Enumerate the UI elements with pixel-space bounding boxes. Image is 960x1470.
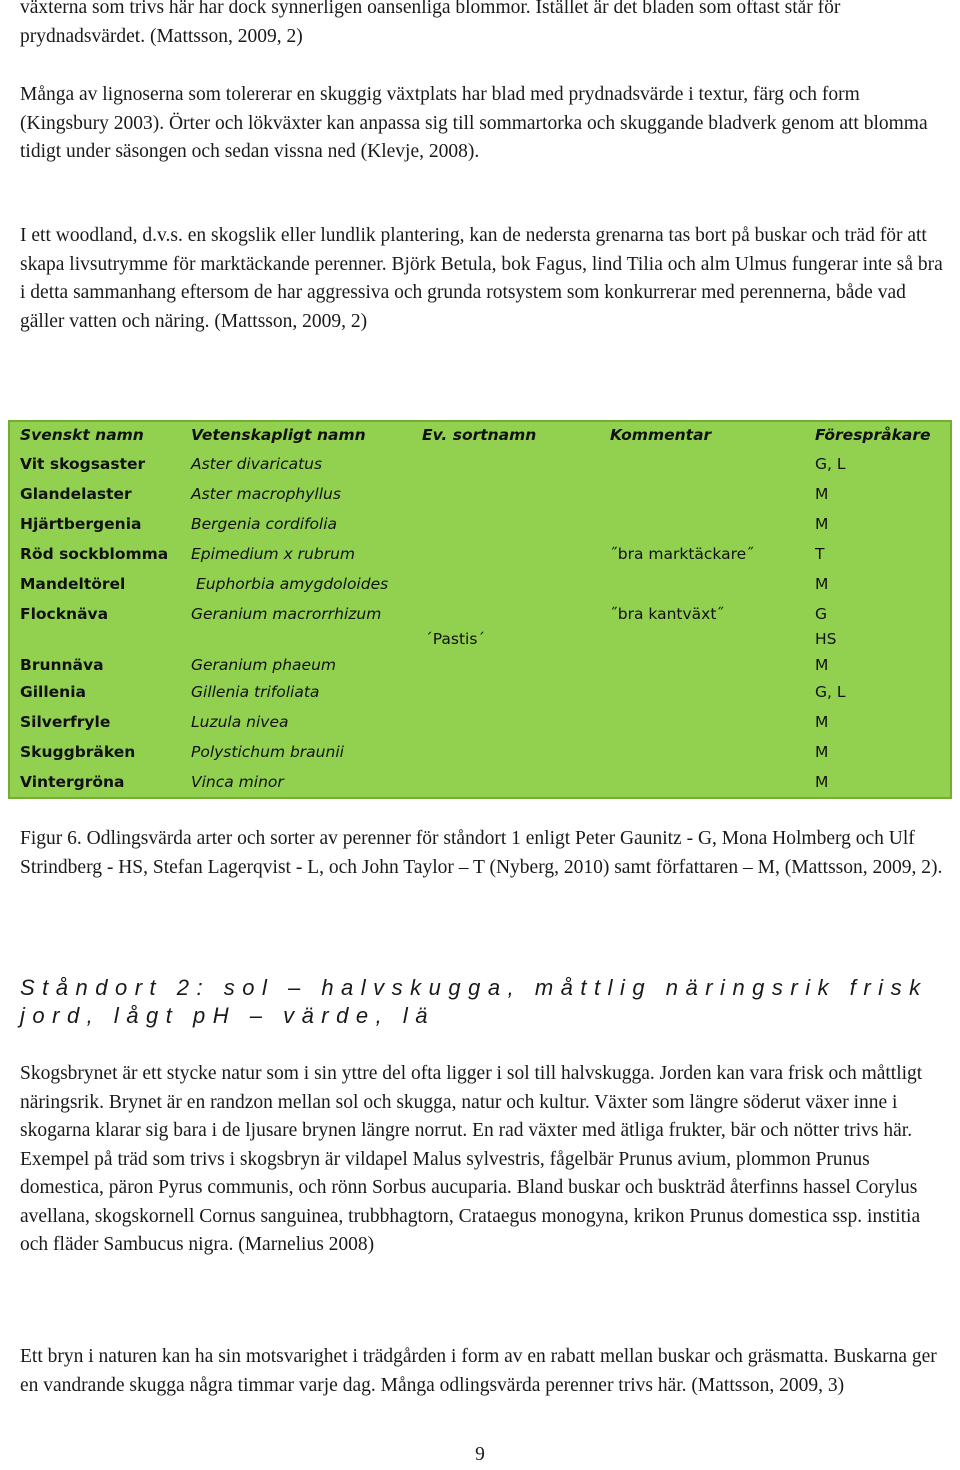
scientific-name: Gillenia trifoliata <box>191 683 320 701</box>
swedish-name: Skuggbräken <box>20 743 136 761</box>
swedish-name: Vit skogsaster <box>20 455 146 473</box>
cultivar: ´Pastis´ <box>425 630 486 648</box>
table-row <box>10 605 950 651</box>
swedish-name: Röd sockblomma <box>20 545 169 563</box>
swedish-name: Mandeltörel <box>20 575 126 593</box>
swedish-name: Gillenia <box>20 683 86 701</box>
paragraph-garden-edge: Ett bryn i naturen kan ha sin motsvarighet i trädgården i form av en rabatt mellan buskar och gräsmatta. Buskarna ger en vandrande skugga några timmar varje dag. Många odlingsvärda perenner trivs här. (Mattsson, 2009, 3) <box>20 1346 937 1396</box>
header-comment: Kommentar <box>610 426 712 444</box>
advocate: M <box>815 575 829 593</box>
advocate: M <box>815 656 829 674</box>
scientific-name: Bergenia cordifolia <box>191 515 338 533</box>
scientific-name: Geranium macrorrhizum <box>191 605 382 623</box>
scientific-name: Luzula nivea <box>191 713 289 731</box>
section-heading: Ståndort 2: sol – halvskugga, måttlig näringsrik frisk jord, lågt pH – värde, lä <box>20 975 928 1028</box>
advocate: M <box>815 743 829 761</box>
paragraph-lignoses: Många av lignoserna som tolererar en skuggig växtplats har blad med prydnadsvärde i textur, färg och form (Kingsbury 2003). Örter och lökväxter kan anpassa sig till sommartorka och skuggande bladverk genom att blomma tidigt under säsongen och sedan vissna ned (Klevje, 2008). <box>20 84 928 162</box>
advocate-line-2: HS <box>815 630 837 648</box>
figure-caption: Figur 6. Odlingsvärda arter och sorter av perenner för ståndort 1 enligt Peter Gaunitz - G, Mona Holmberg och Ulf Strindberg - HS, Stefan Lagerqvist - L, och John Taylor – T (Nyberg, 2010) samt författaren – M, (Mattsson, 2009, 2). <box>20 828 943 878</box>
perennial-table <box>8 420 952 799</box>
swedish-name: Vintergröna <box>20 773 125 791</box>
swedish-name: Flocknäva <box>20 605 109 623</box>
paragraph-forest-edge: Skogsbrynet är ett stycke natur som i sin yttre del ofta ligger i sol till halvskugga. Jorden kan vara frisk och måttligt näringsrik. Brynet är en randzon mellan sol och skugga, natur och kultur. Växter som längre söderut växer inne i skogarna klarar sig bara i de ljusare brynen längre norrut. En rad växter med ätliga frukter, bär och nötter trivs här. Exempel på träd som trivs i skogsbryn är vildapel Malus sylvestris, fågelbär Prunus avium, plommon Prunus domestica, päron Pyrus communis, och rönn Sorbus aucuparia. Bland buskar och buskträd återfinns hassel Corylus avellana, skogskornell Cornus sanguinea, trubbhagtorn, Crataegus monogyna, krikon Prunus domestica ssp. institia och fläder Sambucus nigra. (Marnelius 2008) <box>20 1063 923 1255</box>
advocate: G, L <box>815 455 846 473</box>
page-number: 9 <box>475 1444 485 1465</box>
scientific-name: Polystichum braunii <box>191 743 344 761</box>
advocate: T <box>815 545 825 563</box>
advocate: G, L <box>815 683 846 701</box>
advocate-line-1: G <box>815 605 828 623</box>
advocate: M <box>815 773 829 791</box>
swedish-name: Silverfryle <box>20 713 111 731</box>
comment: ˝bra marktäckare˝ <box>610 545 754 563</box>
scientific-name: Aster divaricatus <box>191 455 323 473</box>
advocate: M <box>815 485 829 503</box>
header-advocate: Förespråkare <box>815 426 931 444</box>
paragraph-intro-continuation: växterna som trivs här har dock synnerligen oansenliga blommor. Istället är det bladen som oftast står för prydnadsvärdet. (Mattsson, 2009, 2) <box>20 0 841 47</box>
header-swedish-name: Svenskt namn <box>20 426 144 444</box>
swedish-name: Glandelaster <box>20 485 132 503</box>
scientific-name: Aster macrophyllus <box>191 485 341 503</box>
advocate: M <box>815 713 829 731</box>
swedish-name: Hjärtbergenia <box>20 515 142 533</box>
header-cultivar: Ev. sortnamn <box>422 426 537 444</box>
paragraph-woodland: I ett woodland, d.v.s. en skogslik eller lundlik plantering, kan de nedersta grenarna tas bort på buskar och träd för att skapa livsutrymme för marktäckande perenner. Björk Betula, bok Fagus, lind Tilia och alm Ulmus fungerar inte så bra i detta sammanhang eftersom de har aggressiva och grunda rotsystem som konkurrerar med perennerna, både vad gäller vatten och näring. (Mattsson, 2009, 2) <box>20 225 943 332</box>
scientific-name: Euphorbia amygdoloides <box>196 575 389 593</box>
scientific-name: Epimedium x rubrum <box>191 545 355 563</box>
scientific-name: Geranium phaeum <box>191 656 337 674</box>
swedish-name: Brunnäva <box>20 656 104 674</box>
header-scientific-name: Vetenskapligt namn <box>191 426 366 444</box>
scientific-name: Vinca minor <box>191 773 284 791</box>
comment: ˝bra kantväxt˝ <box>610 605 725 623</box>
advocate: M <box>815 515 829 533</box>
